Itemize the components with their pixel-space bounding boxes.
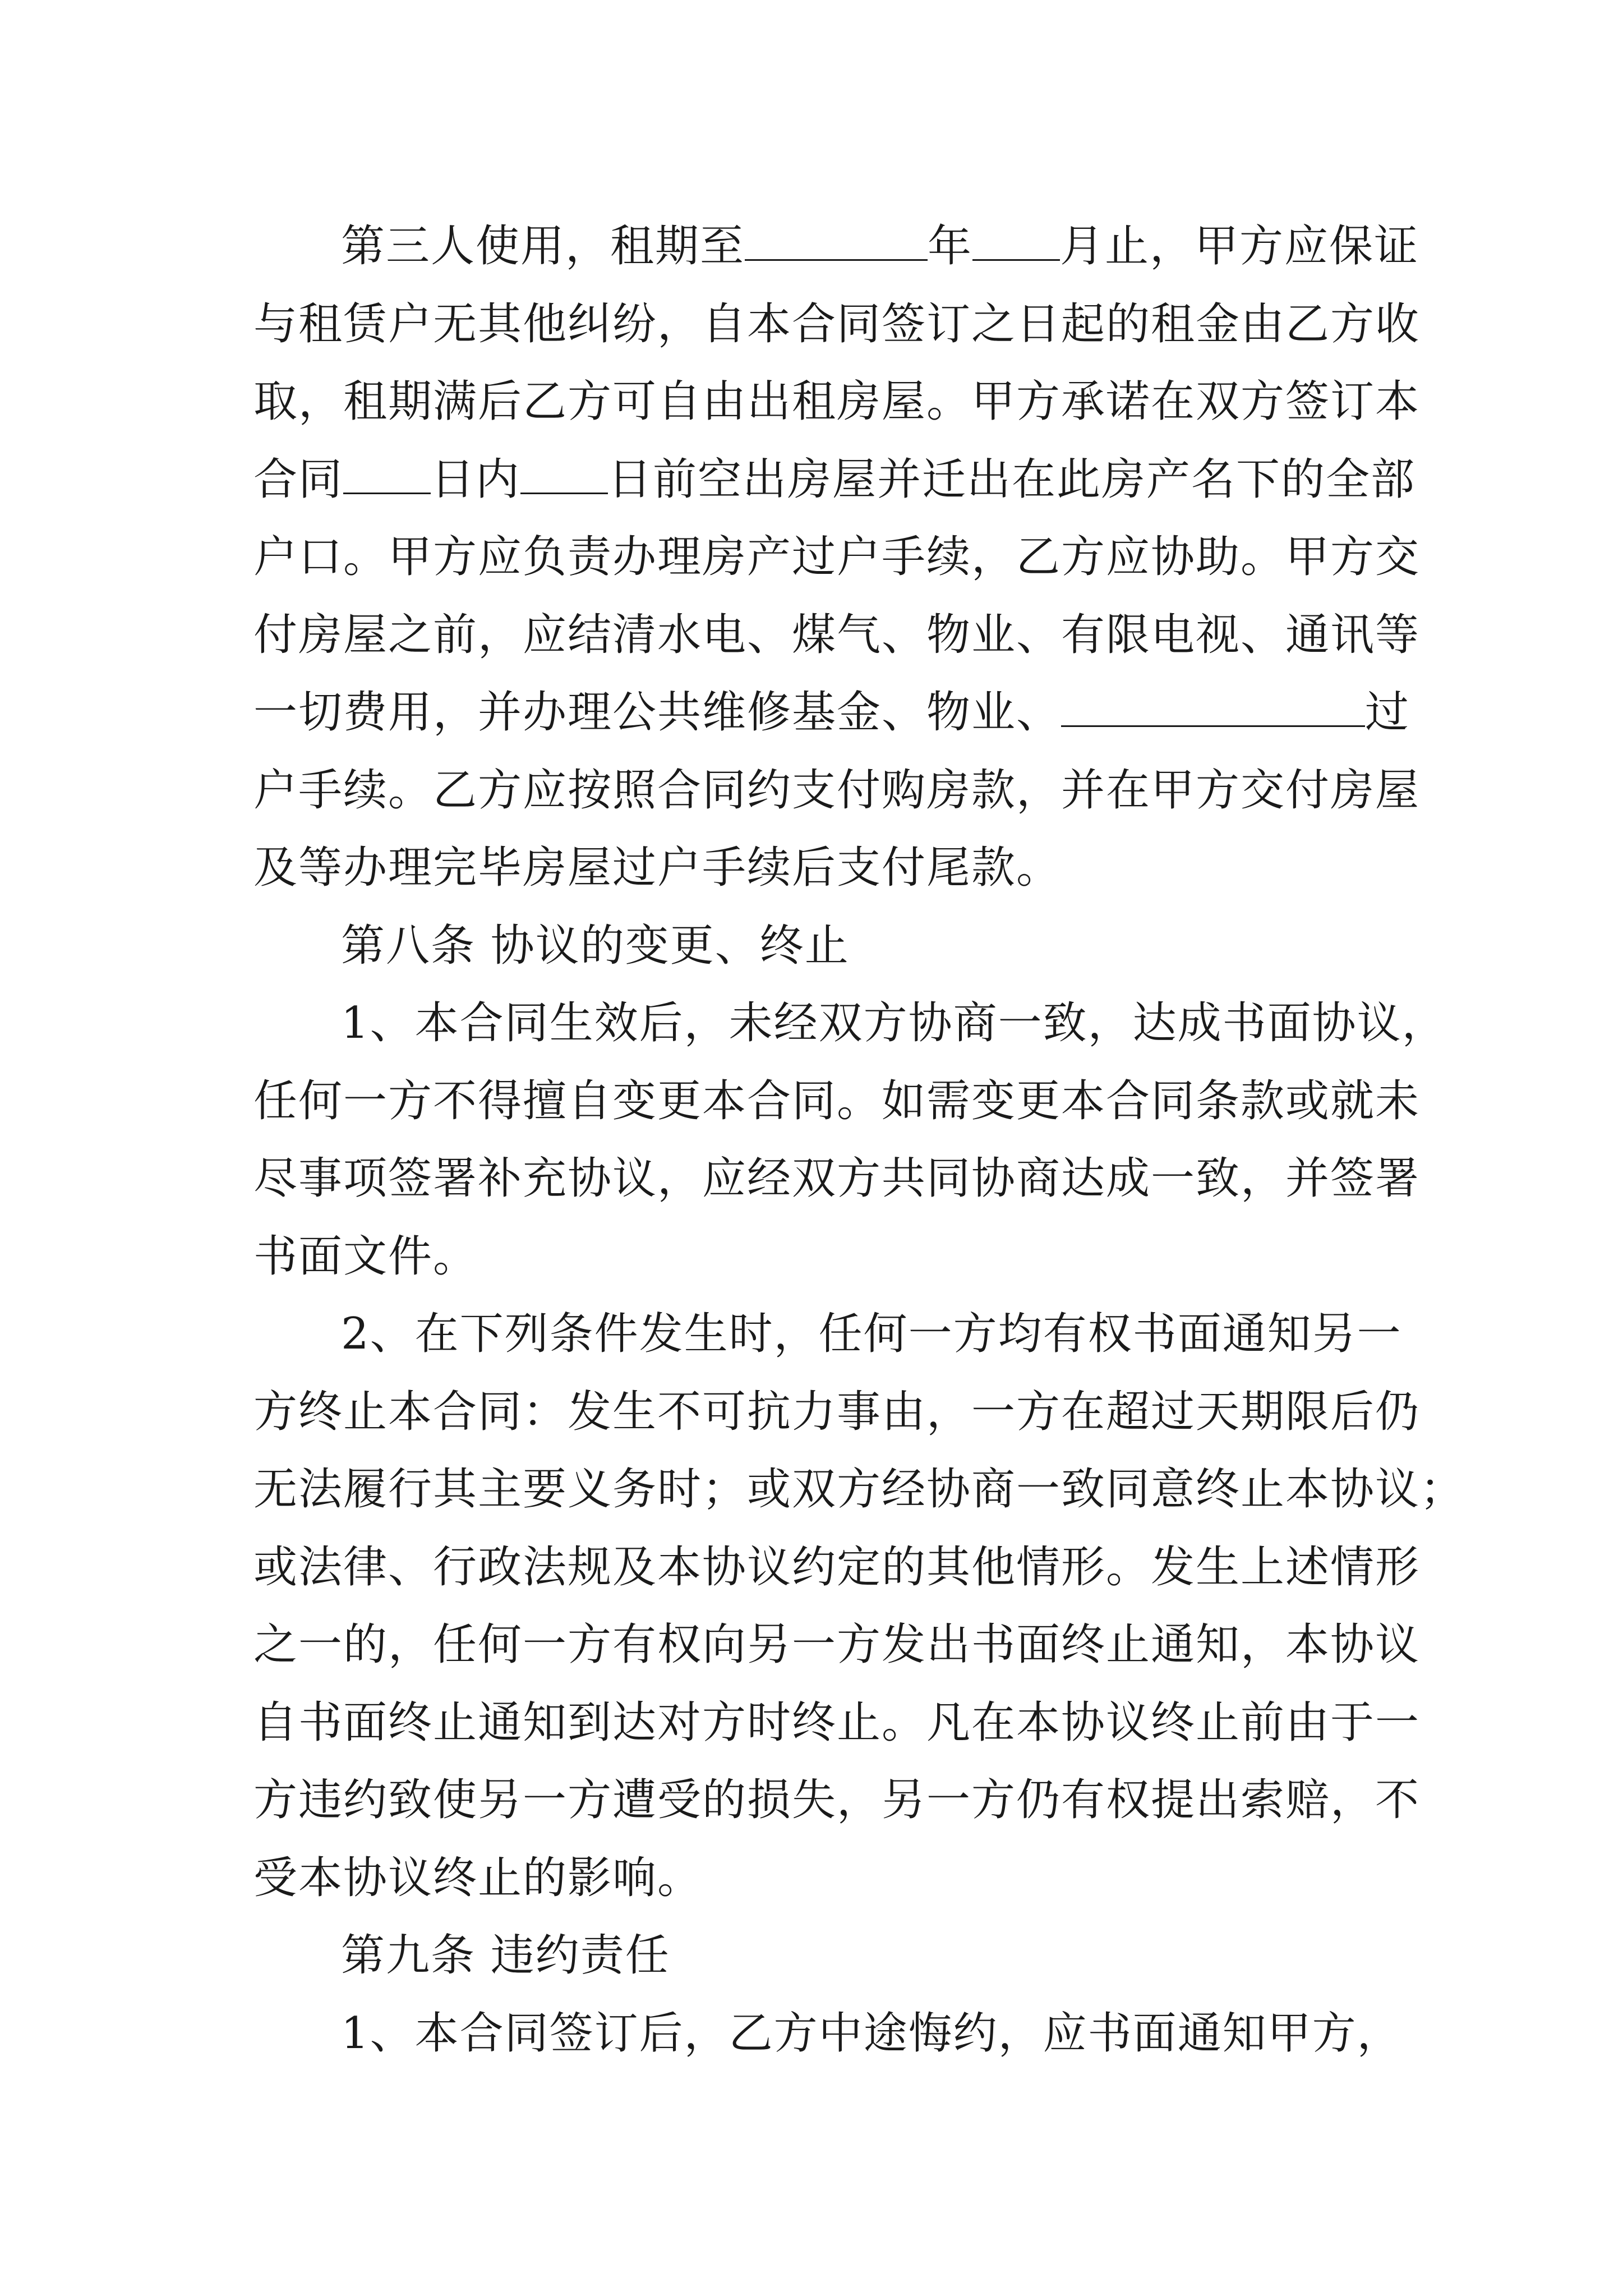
article-9-heading: 第九条 违约责任 [341, 1930, 670, 1981]
text-line: 与租赁户无其他纠纷，自本合同签订之日起的租金由乙方收 [253, 298, 1421, 349]
text-line: 自书面终止通知到达对方时终止。凡在本协议终止前由于一 [253, 1697, 1421, 1748]
text-line: 取，租期满后乙方可自由出租房屋。甲方承诺在双方签订本 [253, 376, 1421, 427]
text-line: 及等办理完毕房屋过户手续后支付尾款。 [253, 843, 1062, 893]
blank-month [972, 215, 1060, 261]
paragraph-article-9-clause-1 [253, 1995, 1402, 2073]
text-line: 之一的，任何一方有权向另一方发出书面终止通知，本协议 [253, 1619, 1421, 1670]
text-line: 1、本合同签订后，乙方中途悔约，应书面通知甲方， [341, 2008, 1402, 2059]
article-8-heading: 第八条 协议的变更、终止 [341, 920, 850, 971]
text-line: 任何一方不得擅自变更本合同。如需变更本合同条款或就未 [253, 1075, 1421, 1126]
paragraph-article-8-clause-2 [253, 1295, 1465, 1917]
text-line: 第三人使用，租期至 年 月止，甲方应保证 [253, 208, 1381, 286]
blank-days [343, 449, 431, 494]
text-line: 或法律、行政法规及本协议约定的其他情形。发生上述情形 [253, 1542, 1421, 1593]
text-line: 付房屋之前，应结清水电、煤气、物业、有限电视、通讯等 [253, 609, 1421, 660]
contract-text [253, 208, 1465, 2072]
blank-other-item [1061, 682, 1365, 727]
text-line: 合同 日内 日前空出房屋并迁出在此房产名下的全部 [253, 441, 1381, 519]
text-line: 一切费用，并办理公共维修基金、物业、 过 [253, 674, 1381, 752]
text-line: 2、在下列条件发生时，任何一方均有权书面通知另一 [341, 1309, 1402, 1359]
text-line: 户手续。乙方应按照合同约支付购房款，并在甲方交付房屋 [253, 765, 1421, 816]
text-line: 受本协议终止的影响。 [253, 1852, 703, 1903]
text-line: 户口。甲方应负责办理房产过户手续，乙方应协助。甲方交 [253, 532, 1421, 582]
text-line: 书面文件。 [253, 1231, 478, 1282]
text-line: 无法履行其主要义务时；或双方经协商一致同意终止本协议； [253, 1464, 1465, 1515]
blank-year [745, 215, 928, 261]
blank-date [520, 449, 608, 494]
paragraph-article-8-clause-1 [253, 984, 1447, 1295]
text-line: 方违约致使另一方遭受的损失，另一方仍有权提出索赔，不 [253, 1775, 1421, 1825]
paragraph-handover-terms [253, 208, 1421, 907]
text-line: 尽事项签署补充协议，应经双方共同协商达成一致，并签署 [253, 1153, 1421, 1204]
text-line: 1、本合同生效后，未经双方协商一致，达成书面协议， [341, 998, 1447, 1048]
text-line: 方终止本合同：发生不可抗力事由，一方在超过天期限后仍 [253, 1386, 1421, 1437]
